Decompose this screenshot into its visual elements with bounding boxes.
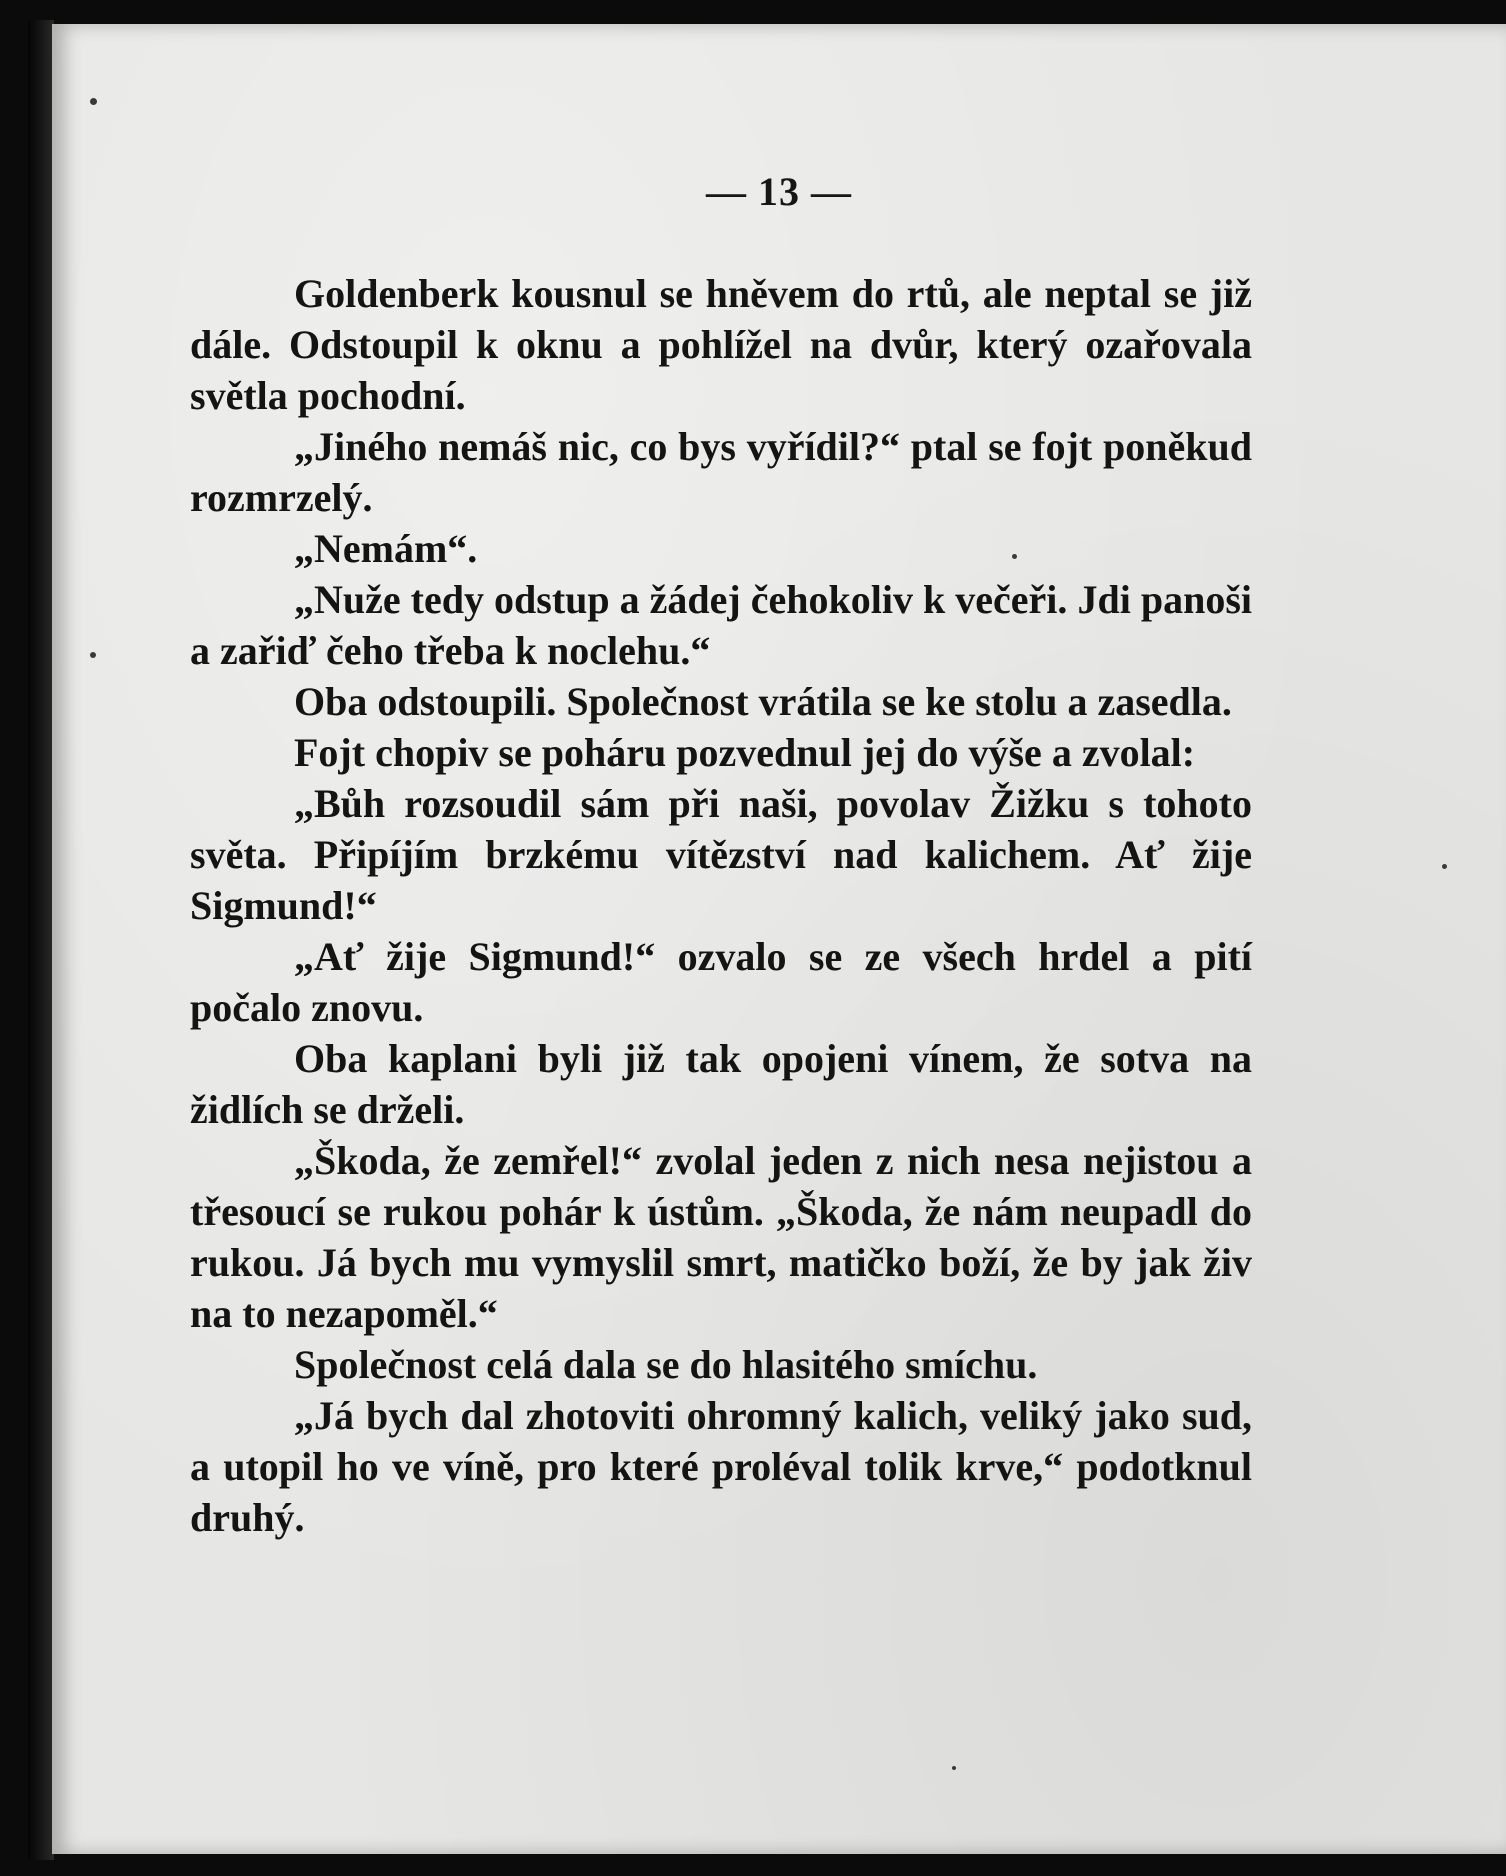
body-text [190,268,1252,1543]
paragraph: „Nuže tedy odstup a žádej čehokoliv k večeři. Jdi panoši a zařiď čeho třeba k noclehu.“ [190,577,1252,673]
paragraph: Oba odstoupili. Společnost vrátila se ke stolu a zasedla. [294,679,1232,724]
page-number: — 13 — [706,169,852,214]
paragraph: „Ať žije Sigmund!“ ozvalo se ze všech hrdel a pití počalo znovu. [190,934,1252,1030]
dust-speck [90,98,97,105]
paragraph: Společnost celá dala se do hlasitého smíchu. [294,1342,1038,1387]
paragraph: Oba kaplani byli již tak opojeni vínem, že sotva na židlích se drželi. [190,1036,1252,1132]
book-binding-edge [28,20,54,1860]
paragraph: „Jiného nemáš nic, co bys vyřídil?“ ptal se fojt poněkud rozmrzelý. [190,424,1252,520]
dust-speck [1442,864,1447,869]
paragraph: Goldenberk kousnul se hněvem do rtů, ale neptal se již dále. Odstoupil k oknu a pohlížel na dvůr, který ozařovala světla pochodní. [190,271,1252,418]
dust-speck [952,1766,956,1770]
paragraph: „Bůh rozsoudil sám při naši, povolav Žižku s tohoto světa. Připíjím brzkému vítězství nad kalichem. Ať žije Sigmund!“ [190,781,1252,928]
paragraph: „Já bych dal zhotoviti ohromný kalich, veliký jako sud, a utopil ho ve víně, pro které proléval tolik krve,“ podotknul druhý. [190,1393,1252,1540]
paragraph: Fojt chopiv se poháru pozvednul jej do výše a zvolal: [294,730,1196,775]
paragraph: „Nemám“. [294,526,478,571]
paragraph: „Škoda, že zemřel!“ zvolal jeden z nich nesa nejistou a třesoucí se rukou pohár k ústům. „Škoda, že nám neupadl do rukou. Já bych mu vymyslil smrt, matičko boží, že by jak živ na to nezapoměl.“ [190,1138,1252,1336]
dust-speck [90,652,96,658]
